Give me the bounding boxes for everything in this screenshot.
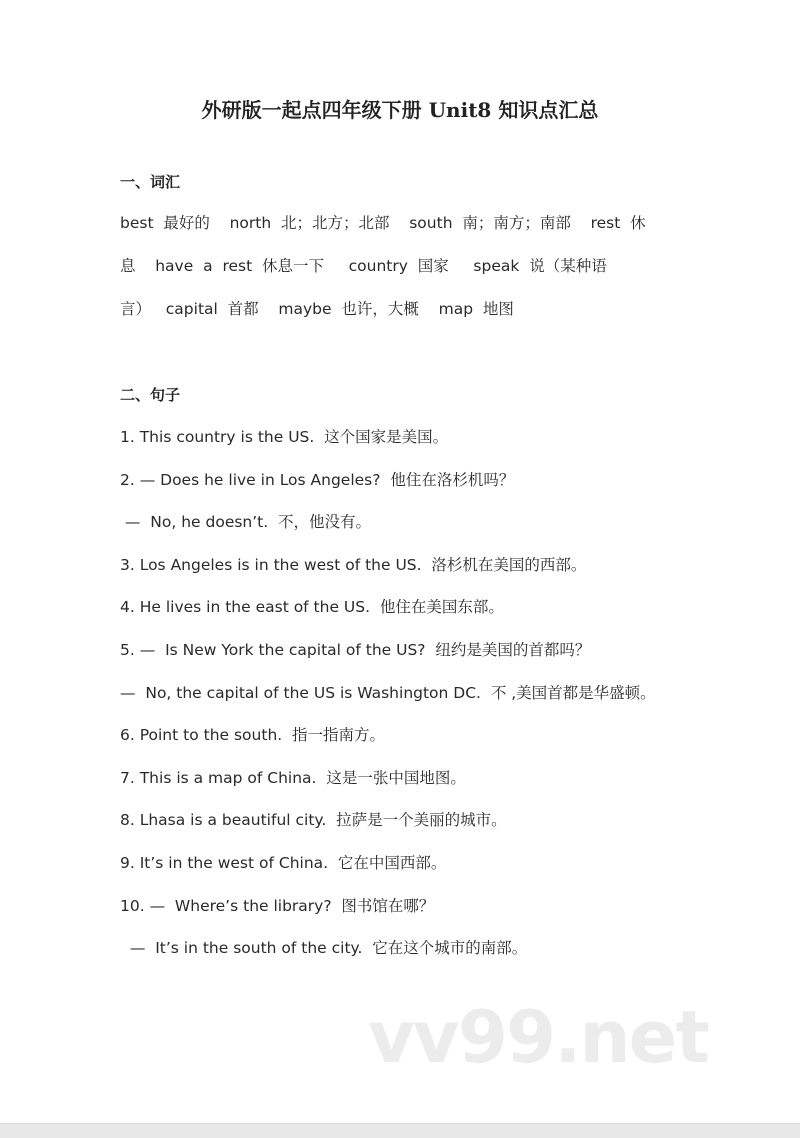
section-heading-vocabulary: 一、词汇 bbox=[120, 173, 181, 191]
sentence-line: 10. — Where’s the library? 图书馆在哪？ bbox=[120, 896, 435, 915]
sentence-line: 1. This country is the US. 这个国家是美国。 bbox=[120, 428, 449, 446]
sentence-line: 4. He lives in the east of the US. 他住在美国东部。 bbox=[120, 598, 504, 617]
sentence-line: 9. It’s in the west of China. 它在中国西部。 bbox=[120, 854, 447, 872]
sentence-line: 8. Lhasa is a beautiful city. 拉萨是一个美丽的城市。 bbox=[120, 811, 507, 830]
document-title: 外研版一起点四年级下册 Unit8 知识点汇总 bbox=[201, 98, 599, 122]
sentence-line: — It’s in the south of the city. 它在这个城市的南部。 bbox=[120, 939, 528, 958]
sentence-line: 6. Point to the south. 指一指南方。 bbox=[120, 726, 386, 745]
watermark: vv99.net bbox=[368, 995, 708, 1079]
page-bottom-edge bbox=[0, 1123, 800, 1138]
sentence-line: 3. Los Angeles is in the west of the US. 洛杉机在美国的西部。 bbox=[120, 555, 587, 574]
vocab-line: best 最好的 north 北；北方；北部 south 南；南方；南部 rest 休 bbox=[120, 214, 646, 232]
vocab-line: 息 have a rest 休息一下 country 国家 speak 说（某种语 bbox=[120, 257, 607, 275]
sentence-line: — No, he doesn’t. 不，他没有。 bbox=[120, 513, 372, 532]
section-heading-sentences: 二、句子 bbox=[120, 386, 181, 404]
vocab-line: 言） capital 首都 maybe 也许，大概 map 地图 bbox=[120, 300, 514, 318]
sentence-line: 7. This is a map of China. 这是一张中国地图。 bbox=[120, 768, 466, 787]
sentence-line: 5. — Is New York the capital of the US? 纽约是美国的首都吗？ bbox=[120, 641, 591, 659]
sentence-line: — No, the capital of the US is Washington DC. 不 ,美国首都是华盛顿。 bbox=[120, 683, 656, 702]
sentence-line: 2. — Does he live in Los Angeles? 他住在洛杉机吗？ bbox=[120, 470, 515, 489]
